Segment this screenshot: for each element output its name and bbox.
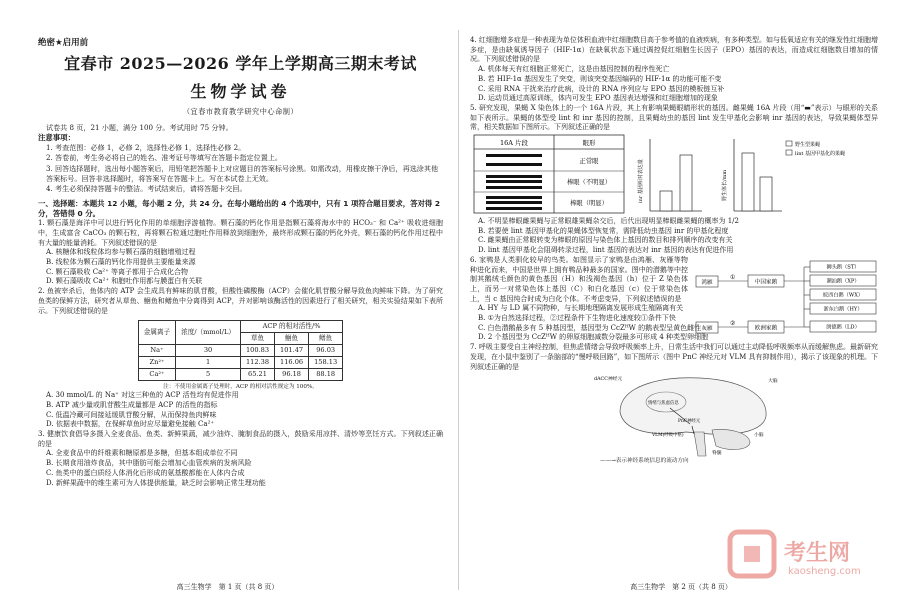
cell: 65.21 <box>240 369 274 381</box>
cell: 5 <box>176 369 241 381</box>
segment-bar <box>486 180 542 183</box>
q5-option-b: B. 若要使 lint 基因甲基化的果蝇体型恢复常，需降低幼虫基因 inr 的甲基化程度 <box>478 226 729 235</box>
node-group-label: 欧洲家鹅 <box>754 325 778 332</box>
th-fish: 鮰鱼 <box>275 333 309 345</box>
question-3-stem: 3. 健康饮食倡导多摄入全麦食品、鱼类、新鲜果蔬，减少油炸、腌制食品的摄入，鼓励采用凉拌、清炒等烹饪方式。下列叙述正确的是 <box>38 430 443 448</box>
segment-bar <box>486 175 542 178</box>
cell: 158.13 <box>309 357 343 369</box>
brain-label: 小脑 <box>754 433 764 439</box>
q3-option-d: D. 新鲜果蔬中的维生素可为人体提供能量，缺乏时会影响正常生理功能 <box>46 478 266 487</box>
page-divider <box>458 30 459 590</box>
eye-shape-label: 棒眼（明显） <box>570 200 608 208</box>
page-footer-right: 高三生物学 第 2 页（共 8 页） <box>630 583 732 591</box>
diagram-caption: ——→表示神经系统信息的流动方向 <box>600 458 689 465</box>
question-6-stem: 6. 家鸭是人类驯化较早的鸟类。如图显示了家鸭是由鸿雁、灰雁等物种进化而来，中国是世界上拥有鸭品种最多的国家。图中的潜鹅等中控制其鹅绒毛颜色的黄色基因（H）和浅褐色基因（h）位于 Z 染色体上，而另一对常染色体上基因（C）和白化基因（c）位于常染色体上，当 c 基因纯合时成为白化个体。不考虑变异，下列叙述错误的是 <box>470 255 688 303</box>
chart1-bar-methyl <box>680 155 692 211</box>
question-7-stem: 7. 呼吸主要受自主神经控制，但焦虑情绪会导致呼吸频率上升，日常生活中我们可以通过主动降低呼吸频率从而缓解焦虑。最新研究发现，在小鼠中鉴别了一条脑部的“慢呼吸回路”，如下图所示（图中 PnC 神经元对 VLM 具有抑制作用），揭示了该现象的机理。下列叙述正确的是 <box>470 343 879 371</box>
th-ion: 金属离子 <box>138 321 175 345</box>
table-note: 注：不使用金属离子处理时，ACP 的相对活性规定为 100%。 <box>163 384 318 391</box>
q6-option-b: B. ①为自然选择过程，②过程条件下生物进化速度较①条件下快 <box>478 314 676 323</box>
q1-option-d: D. 颗石藻吸收 Ca²⁺ 和胞吐作用都与膜蛋白有关联 <box>46 277 203 286</box>
eye-table-head: 16A 片段 <box>499 139 529 148</box>
chart2-bar-wild <box>742 153 754 211</box>
q5-option-a: A. 不明显棒眼雌果蝇与正常眼雄果蝇杂交后，后代出现明显棒眼雌果蝇的概率为 1/2 <box>478 217 739 226</box>
q4-option-a: A. 机体每天有红细胞正常死亡，这是由基因控制的程序性死亡 <box>478 65 670 74</box>
cell: 88.18 <box>309 369 343 381</box>
cell: 101.47 <box>275 345 309 357</box>
segment-bar <box>486 163 542 166</box>
eye-shape-label: 正常眼 <box>579 158 599 166</box>
node-ancestor2-label: 灰雁 <box>701 325 713 332</box>
breed-label: 皖西白鹅（WX） <box>822 292 864 299</box>
section-heading: 一、选择题：本题共 12 小题，每小题 2 分，共 24 分。在每小题给出的 4 个选项中，只有 1 项符合题目要求，答对得 2 分，答错得 0 分。 <box>38 199 441 219</box>
cell: Na⁺ <box>138 345 175 357</box>
exam-title: 宜春市 2025—2026 学年上学期高三期末考试 <box>64 54 417 73</box>
q6-option-d: D. 2 个基因型为 CcZᴴW 的卵原细胞减数分裂最多可形成 4 种类型卵细胞 <box>478 333 709 342</box>
cell: 1 <box>176 357 241 369</box>
q5-option-d: D. lint 基因甲基化会阻碍转录过程，lint 基因的表达对 inr 基因的表达有促进作用 <box>478 246 734 255</box>
watermark-text: 考生网 <box>784 541 851 566</box>
th-group: ACP 的相对活性/% <box>240 321 342 333</box>
note-item: 1. 考查范围：必修 1，必修 2，选择性必修 1，选择性必修 2。 <box>46 143 246 153</box>
note-item: 4. 考生必须保持答题卡的整洁。考试结束后，请将答题卡交回。 <box>46 184 247 194</box>
segment-bar <box>486 154 542 157</box>
brain-label: dACC神经元 <box>594 377 623 383</box>
q3-option-c: C. 鱼类中的蛋白质经人体消化后形成的氨基酸都能在人体内合成 <box>46 468 245 477</box>
question-1-stem: 1. 颗石藻是海洋中可以进行钙化作用的单细胞浮游植物。颗石藻的钙化作用是指颗石藻将海水中的 HCO₃⁻ 和 Ca²⁺ 吸收进细胞中，生成富含 CaCO₃ 的颗石粒，再将颗石粒通过胞吐作用释放到细胞外，最终形成颗石藻的钙化外壳，颗石藻的钙化作用过程中有大量的能量消耗。下列叙述错误的是 <box>38 219 443 247</box>
legend-label: lint 基因甲基化的果蝇 <box>795 151 846 158</box>
secret-mark: 绝密★启用前 <box>38 38 89 48</box>
chart2-bar-methyl <box>760 177 772 211</box>
cell: 116.06 <box>275 357 309 369</box>
q2-option-b: B. ATP 减少量或肌苷酸生成量都是 ACP 的活性的指标 <box>46 400 218 409</box>
chart1-ylabel: inr 基因相对表达量 <box>638 159 644 204</box>
exam-info: 试卷共 8 页，21 小题，满分 100 分。考试用时 75 分钟。 <box>46 123 233 132</box>
segment-bar <box>486 207 542 210</box>
breed-list <box>810 261 876 332</box>
brain-label: 脊髓 <box>712 451 722 457</box>
cell: Zn²⁺ <box>138 357 175 369</box>
node-group-label: 中国家鹅 <box>754 279 778 286</box>
q4-option-d: D. 运动员通过高原训练，体内可发生 EPO 基因表达增强和红细胞增加的现象 <box>478 94 718 103</box>
node-root-label: 鸿雁 <box>701 279 713 286</box>
cerebellum-shape <box>712 430 750 450</box>
legend-swatch <box>786 150 792 155</box>
cell: 96.18 <box>275 369 309 381</box>
spinal-cord-shape <box>694 432 706 456</box>
q2-option-c: C. 低温冷藏可间接延缓肌苷酸分解，从而保持鱼肉鲜味 <box>46 410 217 419</box>
cell: 96.03 <box>309 345 343 357</box>
brain-outline <box>620 378 766 435</box>
site-watermark <box>724 524 894 594</box>
q2-option-a: A. 30 mmol/L 的 Na⁺ 对这三种鱼的 ACP 活性均有促进作用 <box>46 391 239 400</box>
table-row <box>138 345 342 357</box>
brain-label: VLM(呼吸中枢) <box>652 433 684 439</box>
mark-1: ① <box>730 273 736 281</box>
legend-label: 野生型果蝇 <box>795 142 821 149</box>
cell: 112.38 <box>240 357 274 369</box>
q1-option-b: B. 线粒体为颗石藻的钙化作用提供主要能量来源 <box>46 258 196 267</box>
th-fish: 鳝鱼 <box>309 333 343 345</box>
q1-option-a: A. 核糖体和线粒体均参与颗石藻的细胞增殖过程 <box>46 248 196 257</box>
breed-label: 潮汕鹅（XP） <box>826 278 860 285</box>
q4-option-c: C. 采用 RNA 干扰来治疗此病，设计的 RNA 序列应与 EPO 基因的模板链互补 <box>478 84 725 93</box>
cell: 30 <box>176 345 241 357</box>
q5-option-c: C. 雌果蝇由正常眼转变为棒眼的原因与染色体上基因的数目和排列顺序的改变有关 <box>478 236 733 245</box>
breed-label: 朗德鹅（LD） <box>826 324 860 331</box>
eye-table-head: 眼形 <box>582 139 596 148</box>
subject-title: 生物学试卷 <box>190 82 291 101</box>
question-5-stem: 5. 研究发现，果蝇 X 染色体上的一个 16A 片段，其上有影响果蝇眼睛形状的基因。雌果蝇 16A 片段（用“▬”表示）与眼形的关系如下表所示。果蝇的体型受 lint 和 inr 基因的控制，且果蝇幼虫的基因 lint 发生甲基化会影响 inr 基因的表达，导致果蝇体型异常，相关数据如下图所示。下列叙述正确的是 <box>470 103 878 132</box>
q5-figure-svg <box>470 133 878 217</box>
note-item: 2. 答卷前，考生务必将自己的姓名、准考证号等填写在答题卡指定位置上。 <box>46 153 283 163</box>
cell: Ca²⁺ <box>138 369 175 381</box>
q5-figure <box>470 133 878 217</box>
segment-bar <box>486 196 542 199</box>
question-2-stem: 2. 鱼被宰杀后，鱼体内的 ATP 会生成具有鲜味的肌苷酸，但酸性磷酸酶（ACP）会催化肌苷酸分解导致鱼肉鲜味下降。为了研究鱼类的保鲜方法，研究者从草鱼、鮰鱼和鳝鱼中分离得到 ACP，并对影响该酶活性的因素进行了相关研究，相关实验结果如下表所示。下列叙述错误的是 <box>38 287 443 315</box>
breed-label: 浙东白鹅（HY） <box>823 306 863 313</box>
q1-option-c: C. 颗石藻吸收 Ca²⁺ 等离子都用于合成化合物 <box>46 267 189 276</box>
mark-2: ② <box>730 319 736 327</box>
th-conc: 浓度/（mmol/L） <box>176 321 241 345</box>
enzyme-activity-table <box>138 320 343 381</box>
legend-swatch <box>786 141 792 146</box>
brain-label: PnC神经元 <box>678 419 701 425</box>
eye-shape-label: 棒眼（不明显） <box>566 179 612 187</box>
brain-circuit-diagram <box>590 372 800 458</box>
segment-bar <box>486 186 542 189</box>
th-fish: 草鱼 <box>240 333 274 345</box>
org-line: （宜春市教育教学研究中心命制） <box>182 107 299 116</box>
watermark-url: kaosheng.com <box>788 566 861 577</box>
q6-option-a: A. HY 与 LD 属不同物种，与长期地理隔离发展形成生殖隔离有关 <box>478 304 684 313</box>
table-row <box>138 369 342 381</box>
brain-label: 大脑 <box>768 379 778 385</box>
q2-option-d: D. 依据表中数据，在保鲜草鱼时应尽量避免接触 Ca²⁺ <box>46 420 215 429</box>
goose-evolution-diagram <box>694 258 880 354</box>
table-row <box>138 357 342 369</box>
q6-option-c: C. 白色潜鹅最多有 5 种基因型，基因型为 CcZᴴW 的鹅表型呈黄色雌性 <box>478 323 702 332</box>
q3-option-b: B. 长期食用油炸食品，其中脂肪可能会增加心血管疾病的发病风险 <box>46 459 252 468</box>
q3-option-a: A. 全麦食品中的纤维素和糖原都是多糖，但基本组成单位不同 <box>46 449 238 458</box>
question-4-stem: 4. 红细胞增多症是一种表现为单位体积血液中红细胞数目高于参考值的血液疾病，有多种类型。如与低氧适应有关的继发性红细胞增多症，是由缺氧诱导因子（HIF-1α）在缺氧状态下通过调控促红细胞生长因子（EPO）基因的表达，而造成红细胞数目增加的情况。下列叙述错误的是 <box>470 36 878 64</box>
chart1-bar-wild <box>660 191 672 211</box>
page-2 <box>462 0 900 598</box>
page-footer-left: 高三生物学 第 1 页（共 8 页） <box>176 583 279 591</box>
segment-bar <box>486 201 542 204</box>
notes-title: 注意事项： <box>38 133 75 143</box>
q4-option-b: B. 若 HIF-1α 基因发生了突变，则该突变基因编码的 HIF-1α 的功能可能不变 <box>478 74 722 83</box>
chart2-ylabel: 野生体长/mm <box>722 169 728 202</box>
cell: 100.83 <box>240 345 274 357</box>
breed-label: 狮头鹅（ST） <box>826 264 860 271</box>
brain-label: 情绪与焦虑信息 <box>648 401 679 407</box>
note-item: 3. 回答选择题时，选出每小题答案后，用铅笔把答题卡上对应题目的答案标号涂黑。如需改动，用橡皮擦干净后，再选涂其他答案标号。回答非选择题时，将答案写在答题卡上。写在本试卷上无效。 <box>46 163 439 183</box>
